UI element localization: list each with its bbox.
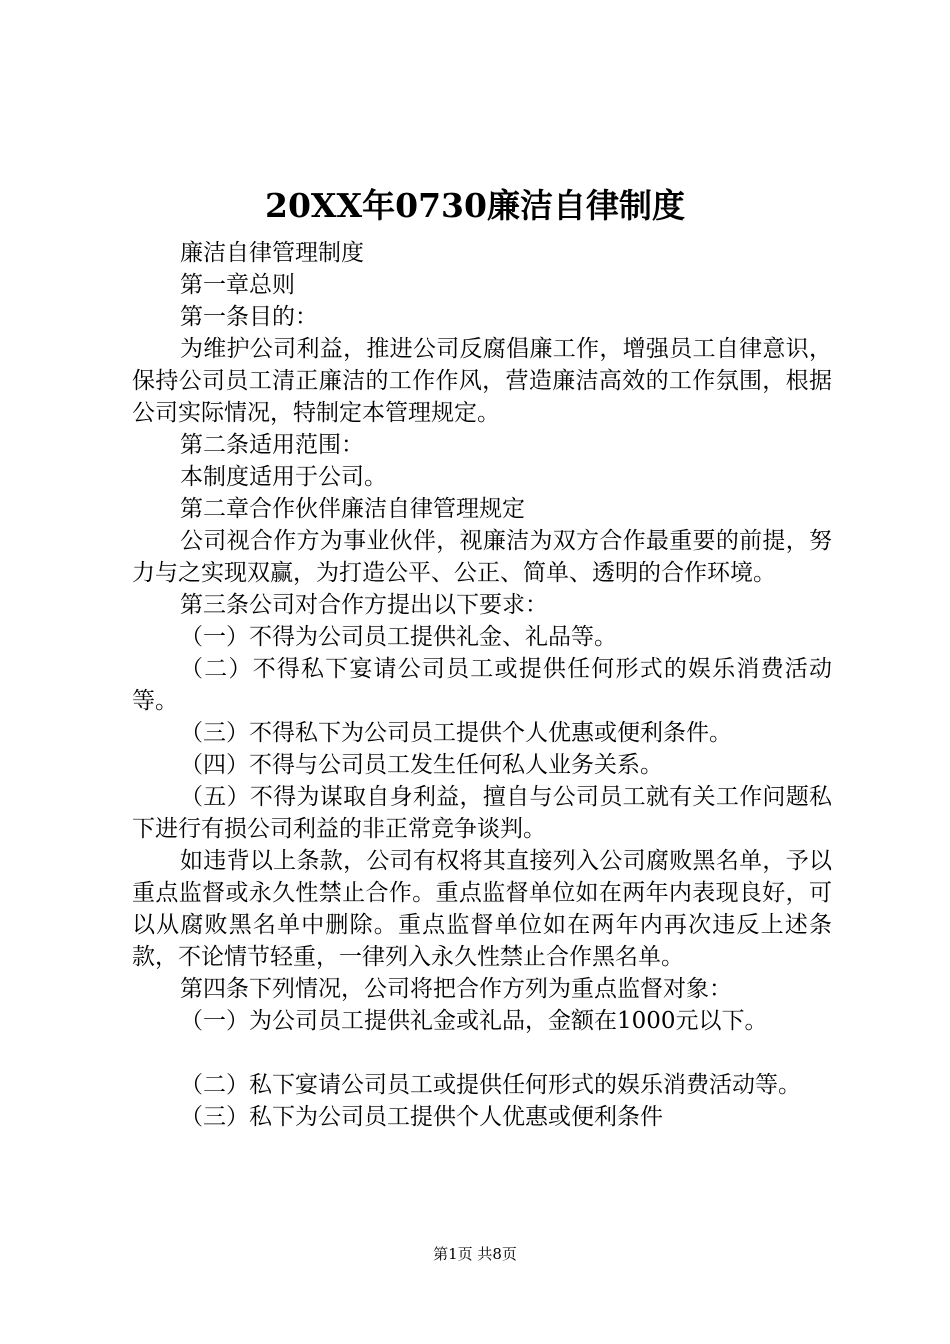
paragraph: 公司视合作方为事业伙伴，视廉洁为双方合作最重要的前提，努力与之实现双赢，为打造公平、公正、简单、透明的合作环境。 bbox=[132, 528, 832, 586]
paragraph: 第四条下列情况，公司将把合作方列为重点监督对象： bbox=[180, 976, 732, 1002]
paragraph: 第二条适用范围： bbox=[180, 432, 364, 458]
paragraph: （一）为公司员工提供礼金或礼品，金额在1000元以下。 bbox=[180, 1008, 768, 1034]
paragraph: 第二章合作伙伴廉洁自律管理规定 bbox=[180, 496, 525, 522]
document-title: 20XX年0730廉洁自律制度 bbox=[265, 186, 685, 225]
document-body bbox=[132, 237, 832, 1133]
blank-line bbox=[132, 1037, 832, 1069]
paragraph: （三）私下为公司员工提供个人优惠或便利条件 bbox=[180, 1104, 663, 1130]
paragraph: 第三条公司对合作方提出以下要求： bbox=[180, 592, 548, 618]
paragraph: 第一条目的： bbox=[180, 304, 318, 330]
paragraph: 如违背以上条款，公司有权将其直接列入公司腐败黑名单，予以重点监督或永久性禁止合作。重点监督单位如在两年内表现良好，可以从腐败黑名单中删除。重点监督单位如在两年内再次违反上述条款，不论情节轻重，一律列入永久性禁止合作黑名单。 bbox=[132, 848, 832, 970]
page-footer: 第1页 共8页 bbox=[433, 1245, 517, 1263]
paragraph: 第一章总则 bbox=[180, 272, 295, 298]
paragraph: 为维护公司利益，推进公司反腐倡廉工作，增强员工自律意识，保持公司员工清正廉洁的工作作风，营造廉洁高效的工作氛围，根据公司实际情况，特制定本管理规定。 bbox=[132, 336, 832, 426]
paragraph: （三）不得私下为公司员工提供个人优惠或便利条件。 bbox=[180, 720, 732, 746]
paragraph: （一）不得为公司员工提供礼金、礼品等。 bbox=[180, 624, 617, 650]
paragraph: （四）不得与公司员工发生任何私人业务关系。 bbox=[180, 752, 663, 778]
paragraph: （二）不得私下宴请公司员工或提供任何形式的娱乐消费活动等。 bbox=[132, 656, 832, 714]
paragraph: （五）不得为谋取自身利益，擅自与公司员工就有关工作问题私下进行有损公司利益的非正常竞争谈判。 bbox=[132, 784, 832, 842]
paragraph: （二）私下宴请公司员工或提供任何形式的娱乐消费活动等。 bbox=[180, 1072, 801, 1098]
paragraph: 本制度适用于公司。 bbox=[180, 464, 387, 490]
paragraph: 廉洁自律管理制度 bbox=[180, 240, 364, 266]
